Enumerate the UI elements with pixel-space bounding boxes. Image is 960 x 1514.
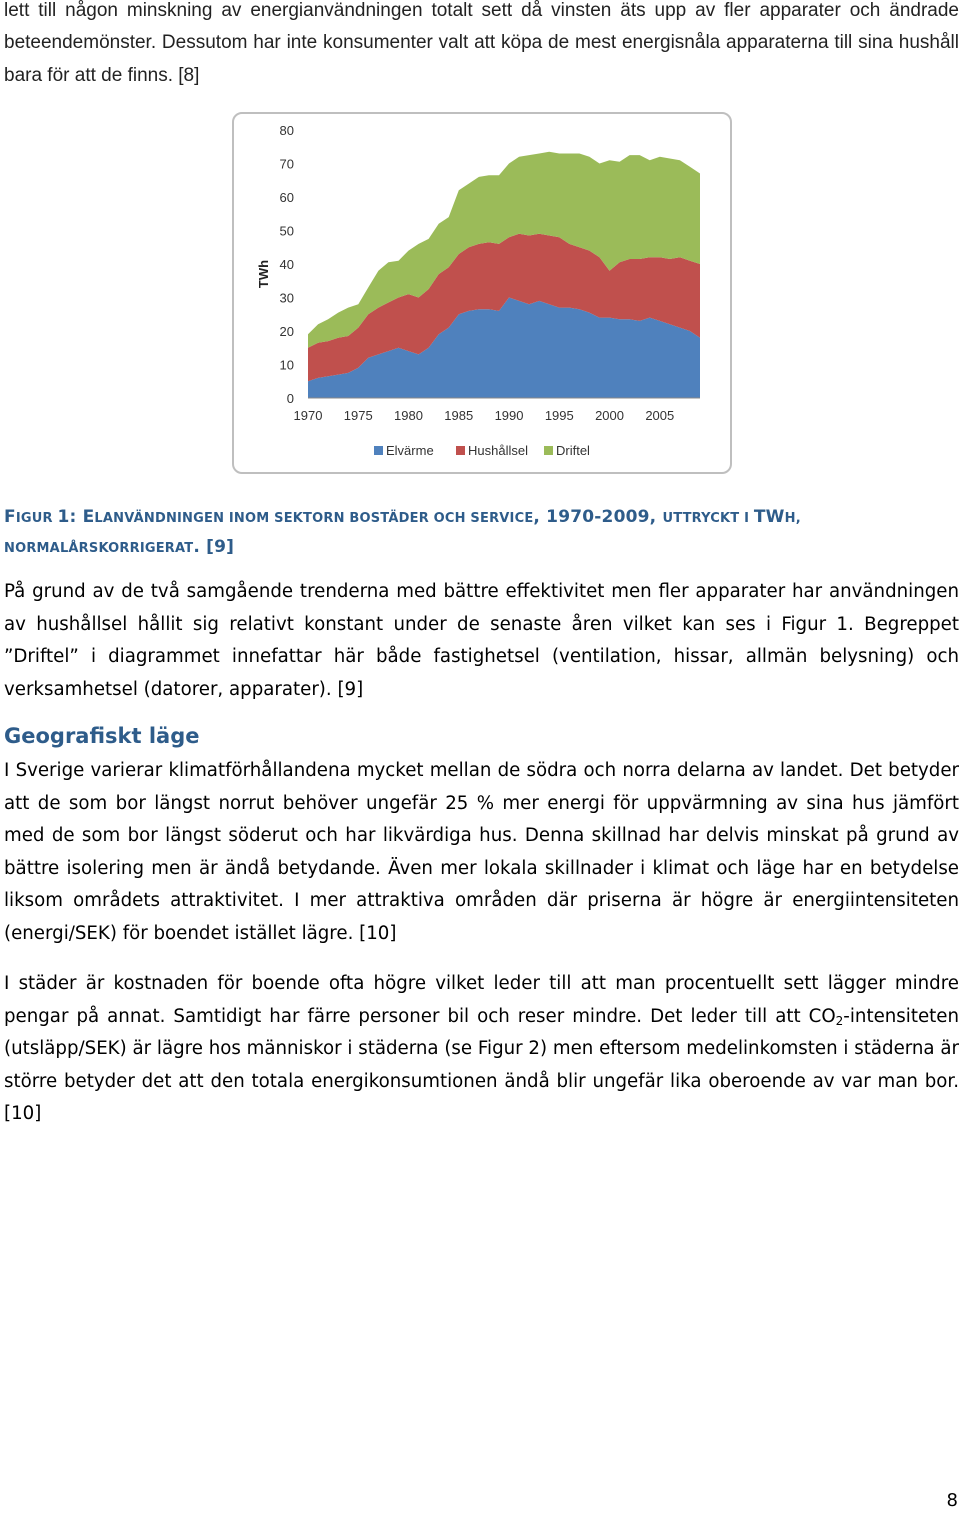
x-tick-label-5: 1995	[544, 408, 574, 423]
x-tick-label-2: 1980	[394, 408, 423, 423]
figure-caption: FIGUR 1: ELANVÄNDNINGEN INOM SEKTORN BOSTÄDER OCH SERVICE, 1970-2009, UTTRYCKT I TWH, NORMALÅRSKORRIGERAT. [9]	[4, 507, 801, 557]
energy-chart	[232, 112, 732, 474]
x-tick-label-6: 2000	[595, 408, 624, 423]
legend-swatch-2	[544, 446, 553, 455]
x-tick-label-7: 2005	[645, 408, 675, 423]
y-tick-label-2: 20	[279, 324, 294, 339]
paragraph-household-electricity: På grund av de två samgående trenderna med bättre effektivitet men fler apparater har användningen av hushållsel hållit sig relativt konstant under de senaste åren vilket kan ses i Figur 1. Begreppet ”Driftel” i diagrammet innefattar här både fastighetsel (ventilation, hissar, allmän belysning) och verksamhetsel (datorer, apparater). [9]	[4, 581, 959, 700]
legend-swatch-0	[374, 446, 383, 455]
x-tick-label-0: 1970	[293, 408, 323, 423]
y-tick-label-8: 80	[279, 123, 294, 138]
intro-paragraph: lett till någon minskning av energianvändningen totalt sett då vinsten äts upp av fler apparater och ändrade beteendemönster. Dessutom har inte konsumenter valt att köpa de mest energisnåla apparaterna till sina hushåll bara för att de finns. [8]	[4, 0, 959, 86]
legend-label-0: Elvärme	[386, 443, 434, 458]
x-tick-label-4: 1990	[494, 408, 524, 423]
y-tick-label-7: 70	[279, 156, 294, 172]
page-number: 8	[946, 1490, 958, 1511]
y-tick-label-6: 60	[279, 190, 294, 205]
y-tick-label-4: 40	[279, 257, 294, 272]
paragraph-cities: I städer är kostnaden för boende ofta högre vilket leder till att man procentuellt sett lägger mindre pengar på annat. Samtidigt har färre personer bil och reser mindre. Det leder till att $CO_2$-intensiteten (utsläpp/SEK) är lägre hos människor i städerna (se Figur 2) men eftersom medelinkomsten i städerna är större betyder det att den totala energikonsumtionen ändå blir ungefär lika oberoende av var man bor. [10]	[4, 973, 959, 1124]
y-tick-label-3: 30	[279, 290, 294, 306]
section-heading-geographic: Geografiskt läge	[4, 724, 200, 748]
legend-label-1: Hushållsel	[468, 443, 528, 458]
paragraph-climate: I Sverige varierar klimatförhållandena mycket mellan de södra och norra delarna av landet. Det betyder att de som bor längst norrut behöver ungefär 25 % mer energi för uppvärmning av sina hus jämfört med de som bor längst söderut och har likvärdiga hus. Denna skillnad har delvis minskat på grund av bättre isolering men är ändå betydande. Även mer lokala skillnader i klimat och läge har en betydelse liksom områdets attraktivitet. I mer attraktiva områden där priserna är högre är energiintensiteten (energi/SEK) för boendet istället lägre. [10]	[4, 760, 959, 944]
x-tick-label-3: 1985	[444, 408, 474, 423]
chart-svg	[234, 114, 730, 472]
y-tick-label-5: 50	[279, 223, 294, 239]
y-tick-label-1: 10	[279, 357, 294, 373]
y-axis-label: TWh	[256, 259, 271, 289]
y-tick-label-0: 0	[286, 391, 294, 406]
legend-swatch-1	[456, 446, 465, 455]
x-tick-label-1: 1975	[343, 408, 373, 423]
legend-label-2: Driftel	[556, 443, 590, 458]
